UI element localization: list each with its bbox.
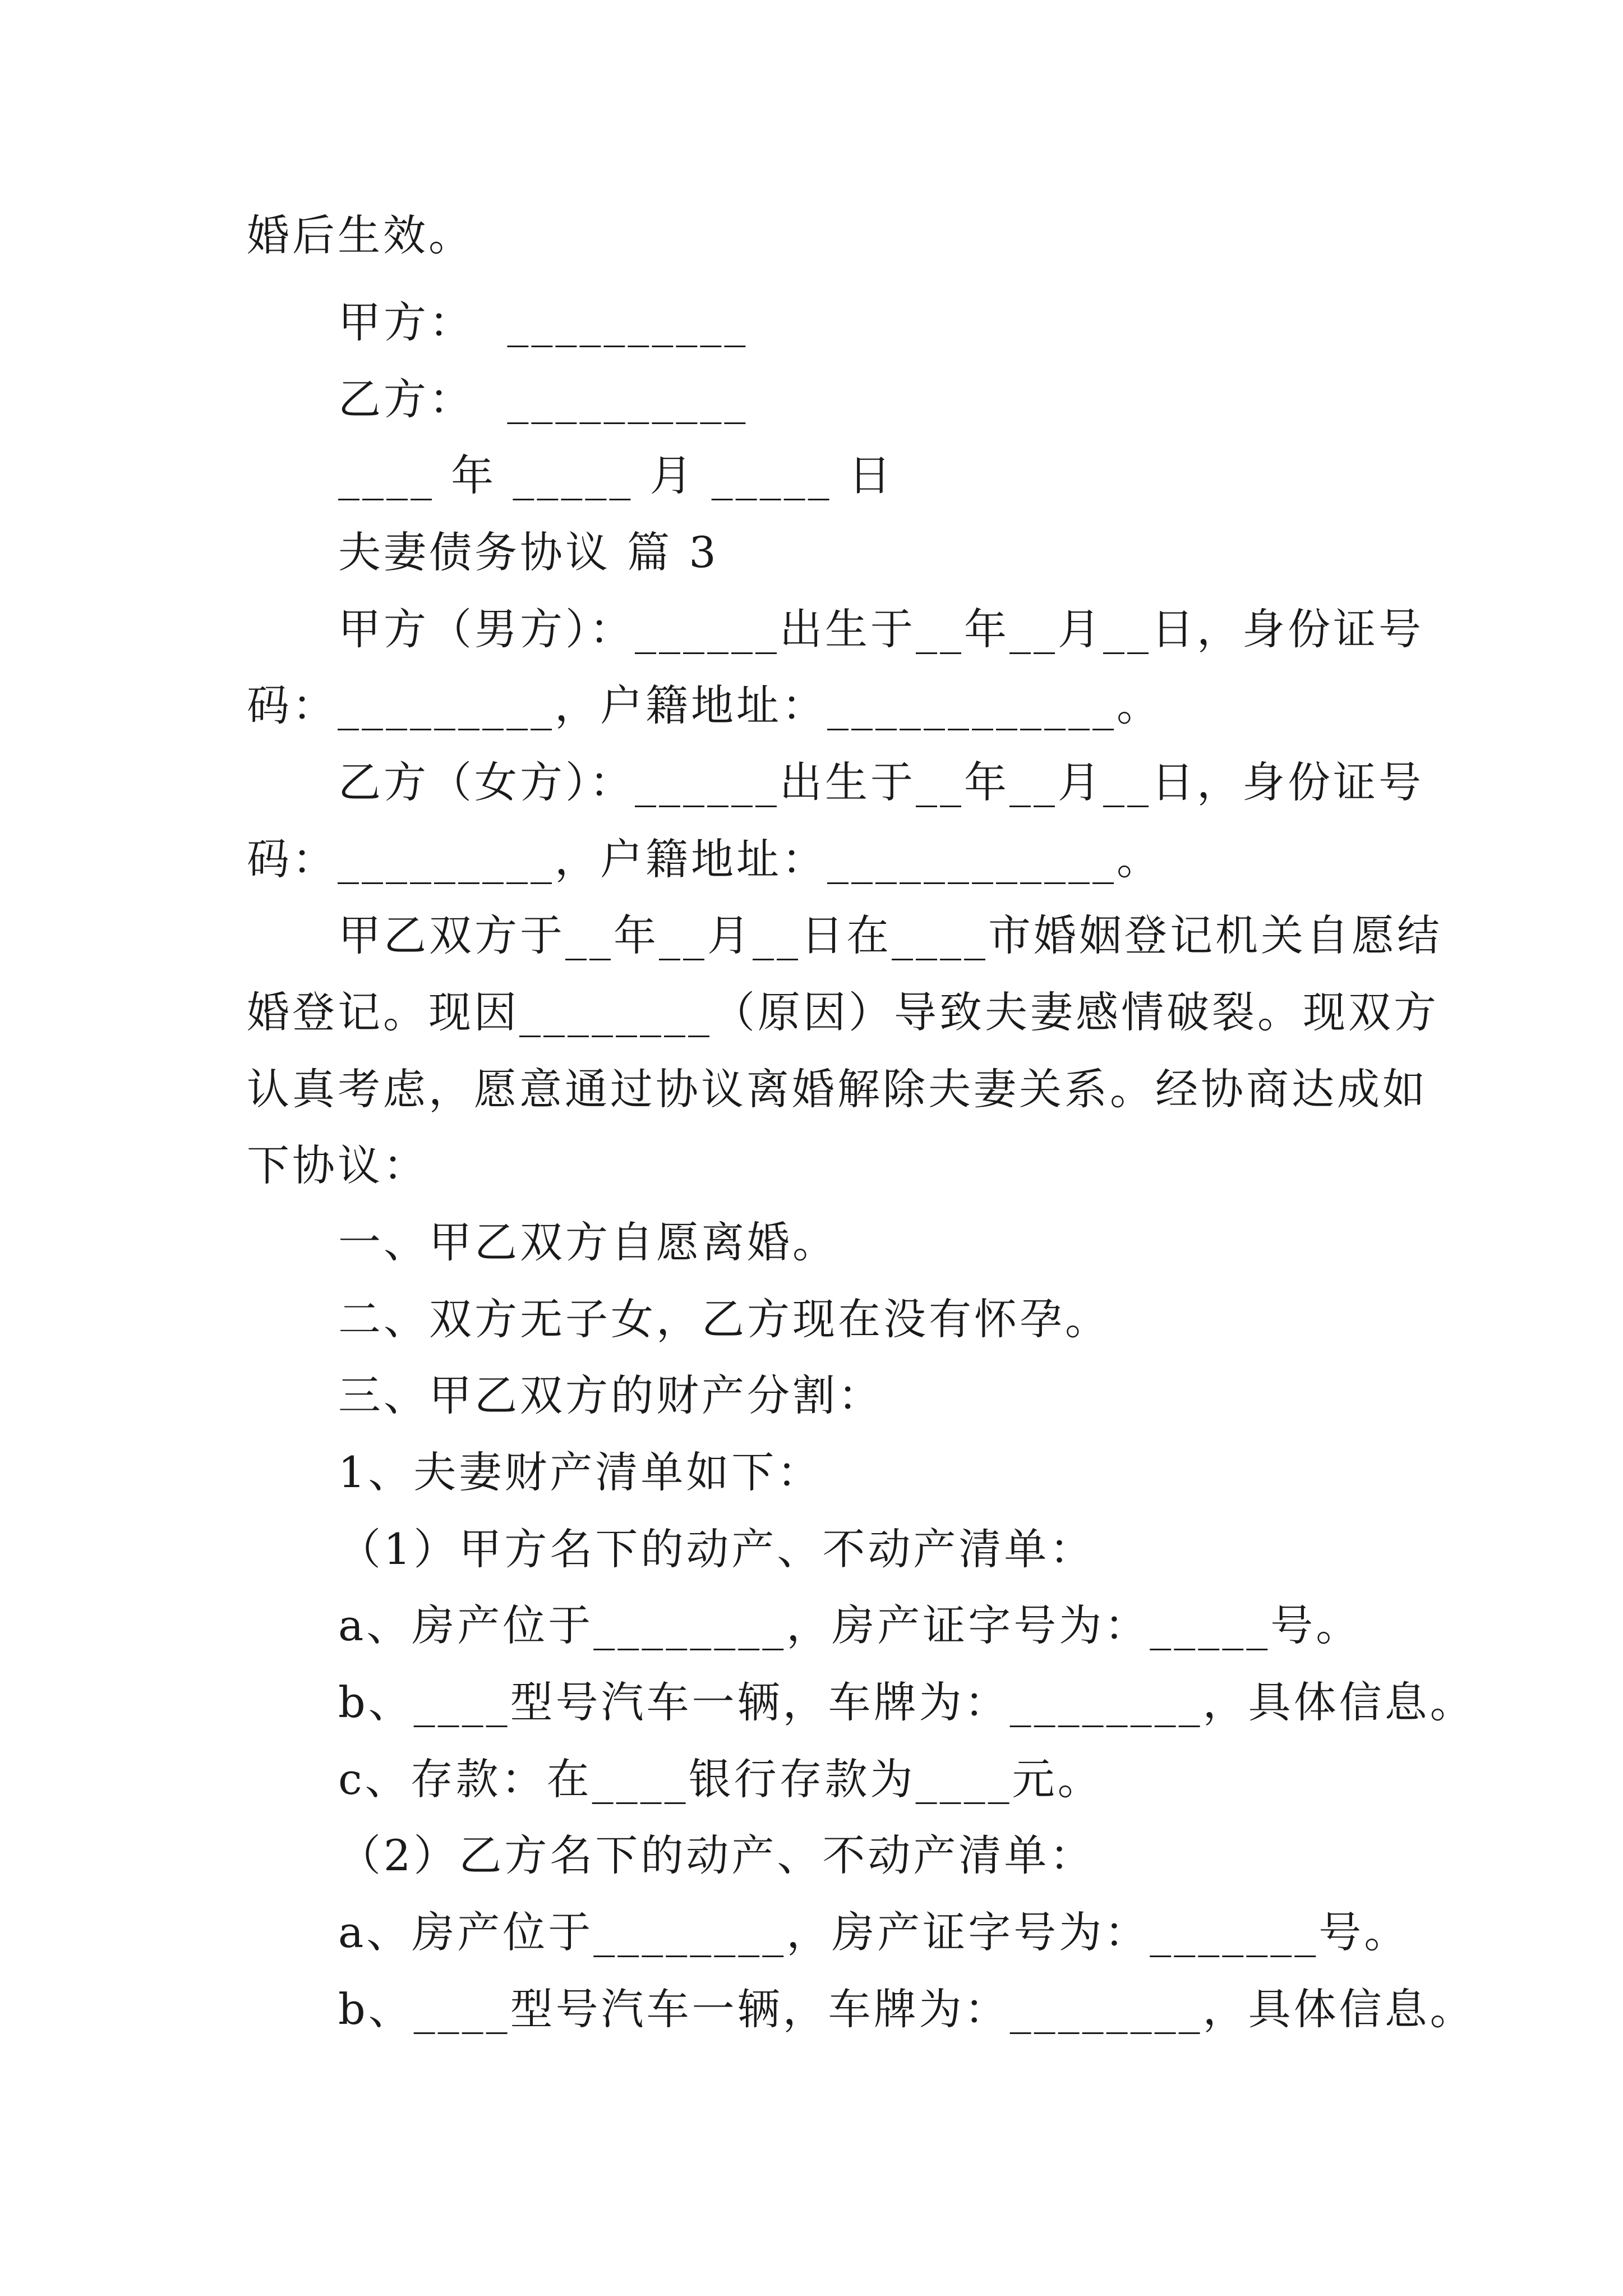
text-line: 码：_________，户籍地址：____________。 bbox=[247, 680, 1162, 730]
list-item: c、存款：在____银行存款为____元。 bbox=[338, 1754, 1103, 1804]
text-line: 婚后生效。 bbox=[247, 210, 474, 260]
text-line: 下协议： bbox=[247, 1140, 428, 1190]
text-line: 认真考虑，愿意通过协议离婚解除夫妻关系。经协商达成如 bbox=[247, 1064, 1428, 1114]
clause-line: 1、夫妻财产清单如下： bbox=[338, 1447, 823, 1497]
sub-clause-line: （2）乙方名下的动产、不动产清单： bbox=[338, 1830, 1095, 1880]
text-line: 婚登记。现因________（原因）导致夫妻感情破裂。现双方 bbox=[247, 987, 1439, 1037]
list-item: b、____型号汽车一辆，车牌为：________，具体信息。 bbox=[338, 1984, 1476, 2034]
date-line: ____ 年 _____ 月 _____ 日 bbox=[338, 450, 894, 500]
list-item: a、房产位于________，房产证字号为：_____号。 bbox=[338, 1600, 1362, 1650]
party-a-signature-line: 甲方： __________ bbox=[338, 297, 749, 347]
text-line: 甲方（男方）：______出生于__年__月__日，身份证号 bbox=[338, 604, 1424, 654]
clause-line: 二、双方无子女，乙方现在没有怀孕。 bbox=[338, 1294, 1110, 1344]
clause-line: 一、甲乙双方自愿离婚。 bbox=[338, 1217, 838, 1267]
section-title: 夫妻债务协议 篇 3 bbox=[338, 527, 719, 577]
list-item: b、____型号汽车一辆，车牌为：________，具体信息。 bbox=[338, 1677, 1476, 1727]
clause-line: 三、甲乙双方的财产分割： bbox=[338, 1370, 883, 1420]
list-item: a、房产位于________，房产证字号为：_______号。 bbox=[338, 1907, 1410, 1957]
party-b-signature-line: 乙方： __________ bbox=[338, 374, 749, 424]
sub-clause-line: （1）甲方名下的动产、不动产清单： bbox=[338, 1524, 1095, 1574]
text-line: 码：_________，户籍地址：____________。 bbox=[247, 834, 1162, 884]
text-line: 甲乙双方于__年__月__日在____市婚姻登记机关自愿结 bbox=[338, 910, 1442, 960]
text-line: 乙方（女方）：______出生于__年__月__日，身份证号 bbox=[338, 757, 1424, 807]
